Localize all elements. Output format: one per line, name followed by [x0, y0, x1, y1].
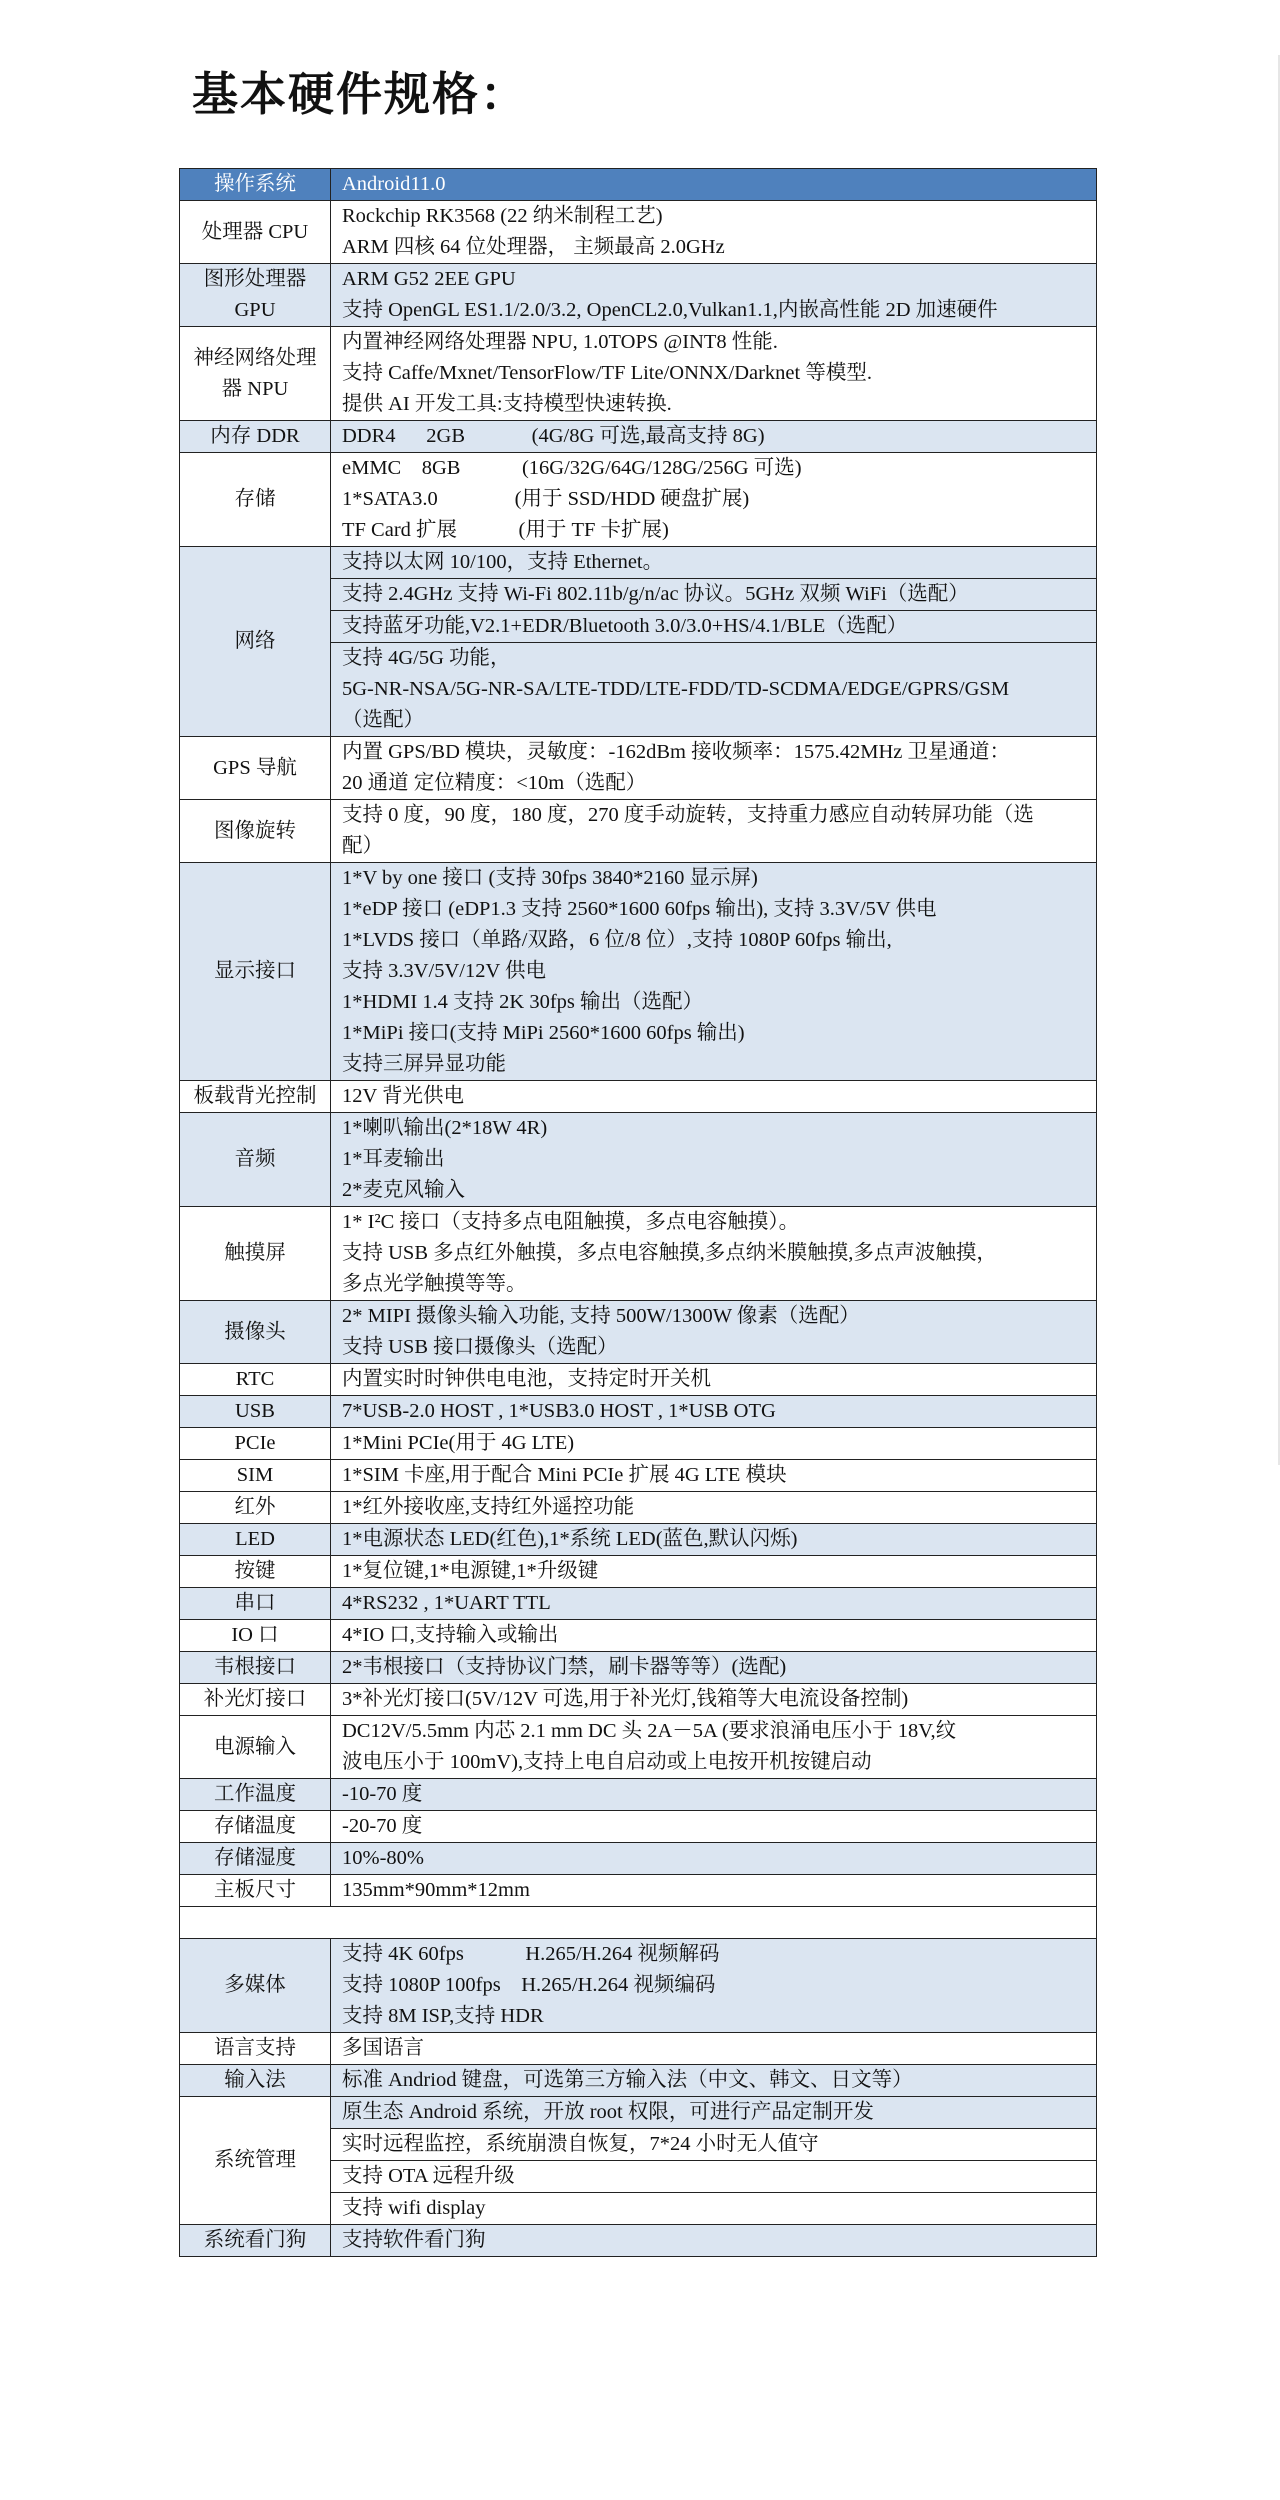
value-line: 实时远程监控，系统崩溃自恢复，7*24 小时无人值守 [342, 2133, 819, 2155]
table-row [180, 1684, 1097, 1716]
value-line: 1*复位键,1*电源键,1*升级键 [342, 1560, 599, 1582]
row-value [331, 643, 1097, 737]
row-label: 图像旋转 [180, 800, 331, 863]
row-value [331, 1588, 1097, 1620]
row-value [331, 327, 1097, 421]
row-value [331, 1779, 1097, 1811]
table-row [180, 547, 1097, 579]
table-row [180, 1588, 1097, 1620]
row-label: 多媒体 [180, 1939, 331, 2033]
row-label: 串口 [180, 1588, 331, 1620]
row-value [331, 1301, 1097, 1364]
row-value [331, 1811, 1097, 1843]
value-line: -10-70 度 [342, 1783, 423, 1805]
value-line: 支持 2.4GHz 支持 Wi-Fi 802.11b/g/n/ac 协议。5GHz 双频 WiFi（选配） [342, 583, 969, 605]
table-row [180, 1207, 1097, 1301]
row-label: 系统管理 [180, 2097, 331, 2225]
row-label: 韦根接口 [180, 1652, 331, 1684]
table-row [180, 1081, 1097, 1113]
value-line: 支持 4G/5G 功能， [342, 647, 511, 669]
table-row [180, 1460, 1097, 1492]
table-row [180, 737, 1097, 800]
row-value [331, 737, 1097, 800]
value-line: 2* MIPI 摄像头输入功能, 支持 500W/1300W 像素（选配） [342, 1305, 860, 1327]
value-line: （选配） [342, 709, 424, 731]
value-line: 支持 wifi display [342, 2197, 486, 2219]
value-line: DDR4 2GB (4G/8G 可选,最高支持 8G) [342, 425, 765, 447]
value-line: 支持 0 度，90 度，180 度，270 度手动旋转，支持重力感应自动转屏功能（选 [342, 804, 1034, 826]
row-value [331, 453, 1097, 547]
table-row [180, 800, 1097, 863]
row-label: GPS 导航 [180, 737, 331, 800]
value-line: 支持 3.3V/5V/12V 供电 [342, 960, 547, 982]
value-line: 支持 Caffe/Mxnet/TensorFlow/TF Lite/ONNX/Darknet 等模型. [342, 362, 872, 384]
value-line: DC12V/5.5mm 内芯 2.1 mm DC 头 2A－5A (要求浪涌电压小于 18V,纹 [342, 1720, 957, 1742]
row-value [331, 1652, 1097, 1684]
value-line: 支持 4K 60fps H.265/H.264 视频解码 [342, 1943, 720, 1965]
row-value [331, 611, 1097, 643]
row-value [331, 264, 1097, 327]
table-row [180, 1652, 1097, 1684]
row-value [331, 1364, 1097, 1396]
value-line: 1*MiPi 接口(支持 MiPi 2560*1600 60fps 输出) [342, 1022, 745, 1044]
table-row [180, 2225, 1097, 2257]
value-line: 12V 背光供电 [342, 1085, 465, 1107]
spacer-cell [180, 1907, 1097, 1939]
row-value [331, 1716, 1097, 1779]
row-label: 图形处理器 GPU [180, 264, 331, 327]
row-value [331, 1684, 1097, 1716]
row-label: SIM [180, 1460, 331, 1492]
value-line: 5G-NR-NSA/5G-NR-SA/LTE-TDD/LTE-FDD/TD-SCDMA/EDGE/GPRS/GSM [342, 678, 1010, 700]
value-line: 支持 8M ISP,支持 HDR [342, 2005, 544, 2027]
row-label: 触摸屏 [180, 1207, 331, 1301]
table-row [180, 1524, 1097, 1556]
value-line: 1*Mini PCIe(用于 4G LTE) [342, 1432, 575, 1454]
value-line: 波电压小于 100mV),支持上电自启动或上电按开机按键启动 [342, 1751, 872, 1773]
row-value [331, 421, 1097, 453]
value-line: 2*韦根接口（支持协议门禁，刷卡器等等）(选配) [342, 1656, 787, 1678]
table-row [180, 169, 1097, 201]
table-row [180, 1716, 1097, 1779]
value-line: 1*SATA3.0 (用于 SSD/HDD 硬盘扩展) [342, 488, 750, 510]
value-line: 2*麦克风输入 [342, 1179, 465, 1201]
table-row [180, 2065, 1097, 2097]
row-label: 音频 [180, 1113, 331, 1207]
row-value [331, 800, 1097, 863]
value-line: 支持三屏异显功能 [342, 1053, 506, 1075]
row-value [331, 863, 1097, 1081]
value-line: 配） [342, 835, 383, 857]
row-label: 网络 [180, 547, 331, 737]
row-label: LED [180, 1524, 331, 1556]
value-line: 支持 USB 多点红外触摸，多点电容触摸,多点纳米膜触摸,多点声波触摸， [342, 1242, 997, 1264]
value-line: 4*RS232 , 1*UART TTL [342, 1592, 551, 1614]
row-value [331, 1875, 1097, 1907]
row-label: 电源输入 [180, 1716, 331, 1779]
table-row [180, 863, 1097, 1081]
value-line: 原生态 Android 系统，开放 root 权限，可进行产品定制开发 [342, 2101, 874, 2123]
row-value [331, 1492, 1097, 1524]
value-line: 3*补光灯接口(5V/12V 可选,用于补光灯,钱箱等大电流设备控制) [342, 1688, 909, 1710]
row-label: 系统看门狗 [180, 2225, 331, 2257]
row-label: 存储温度 [180, 1811, 331, 1843]
row-value [331, 2097, 1097, 2129]
value-line: 标准 Andriod 键盘，可选第三方输入法（中文、韩文、日文等） [342, 2069, 913, 2091]
row-value [331, 579, 1097, 611]
row-value [331, 1428, 1097, 1460]
row-label: 操作系统 [180, 169, 331, 201]
row-label: 存储湿度 [180, 1843, 331, 1875]
table-row [180, 1364, 1097, 1396]
row-label: 内存 DDR [180, 421, 331, 453]
row-value [331, 2065, 1097, 2097]
table-row [180, 1620, 1097, 1652]
value-line: 1*HDMI 1.4 支持 2K 30fps 输出（选配） [342, 991, 704, 1013]
row-value [331, 1524, 1097, 1556]
row-label: 红外 [180, 1492, 331, 1524]
row-label: USB [180, 1396, 331, 1428]
row-label: 工作温度 [180, 1779, 331, 1811]
value-line: TF Card 扩展 (用于 TF 卡扩展) [342, 519, 669, 541]
table-spacer-row [180, 1907, 1097, 1939]
row-label: 存储 [180, 453, 331, 547]
value-line: 内置神经网络处理器 NPU, 1.0TOPS @INT8 性能. [342, 331, 778, 353]
row-label: PCIe [180, 1428, 331, 1460]
value-line: 支持 USB 接口摄像头（选配） [342, 1336, 618, 1358]
row-value [331, 1556, 1097, 1588]
value-line: 20 通道 定位精度：<10m（选配） [342, 772, 647, 794]
table-row [180, 2033, 1097, 2065]
row-value [331, 169, 1097, 201]
row-label: RTC [180, 1364, 331, 1396]
value-line: 支持以太网 10/100，支持 Ethernet。 [342, 551, 664, 573]
row-value [331, 2161, 1097, 2193]
row-value [331, 2129, 1097, 2161]
row-value [331, 2225, 1097, 2257]
value-line: 1*电源状态 LED(红色),1*系统 LED(蓝色,默认闪烁) [342, 1528, 798, 1550]
table-row [180, 1779, 1097, 1811]
value-line: 多点光学触摸等等。 [342, 1273, 527, 1295]
value-line: ARM 四核 64 位处理器， 主频最高 2.0GHz [342, 236, 725, 258]
value-line: 支持 OpenGL ES1.1/2.0/3.2, OpenCL2.0,Vulkan1.1,内嵌高性能 2D 加速硬件 [342, 299, 998, 321]
value-line: 4*IO 口,支持输入或输出 [342, 1624, 559, 1646]
value-line: 1*LVDS 接口（单路/双路，6 位/8 位）,支持 1080P 60fps 输出, [342, 929, 892, 951]
row-value [331, 2193, 1097, 2225]
table-row [180, 1875, 1097, 1907]
table-row [180, 453, 1097, 547]
row-value [331, 1460, 1097, 1492]
table-row [180, 1492, 1097, 1524]
value-line: 支持蓝牙功能,V2.1+EDR/Bluetooth 3.0/3.0+HS/4.1/BLE（选配） [342, 615, 908, 637]
table-row [180, 327, 1097, 421]
row-value [331, 1396, 1097, 1428]
row-label: 板载背光控制 [180, 1081, 331, 1113]
table-row [180, 1556, 1097, 1588]
table-row [180, 1396, 1097, 1428]
value-line: ARM G52 2EE GPU [342, 268, 516, 290]
value-line: 支持软件看门狗 [342, 2229, 486, 2251]
row-value [331, 2033, 1097, 2065]
value-line: 内置实时时钟供电电池，支持定时开关机 [342, 1368, 711, 1390]
table-row [180, 1843, 1097, 1875]
table-row [180, 1301, 1097, 1364]
row-label: 显示接口 [180, 863, 331, 1081]
value-line: 1*红外接收座,支持红外遥控功能 [342, 1496, 635, 1518]
row-value [331, 201, 1097, 264]
row-value [331, 1620, 1097, 1652]
row-label: 补光灯接口 [180, 1684, 331, 1716]
row-value [331, 1113, 1097, 1207]
value-line: 135mm*90mm*12mm [342, 1879, 530, 1901]
row-label: 神经网络处理器 NPU [180, 327, 331, 421]
row-label: 语言支持 [180, 2033, 331, 2065]
row-value [331, 1207, 1097, 1301]
table-row [180, 1811, 1097, 1843]
row-label: 处理器 CPU [180, 201, 331, 264]
row-value [331, 1939, 1097, 2033]
page-title: 基本硬件规格： [192, 67, 528, 121]
spec-table [179, 168, 1097, 2257]
row-label: 主板尺寸 [180, 1875, 331, 1907]
value-line: 提供 AI 开发工具:支持模型快速转换. [342, 393, 672, 415]
table-row [180, 421, 1097, 453]
value-line: 7*USB-2.0 HOST , 1*USB3.0 HOST , 1*USB OTG [342, 1400, 776, 1422]
value-line: 1*eDP 接口 (eDP1.3 支持 2560*1600 60fps 输出), 支持 3.3V/5V 供电 [342, 898, 937, 920]
row-value [331, 1843, 1097, 1875]
value-line: 支持 1080P 100fps H.265/H.264 视频编码 [342, 1974, 716, 1996]
value-line: 1* I²C 接口（支持多点电阻触摸，多点电容触摸）。 [342, 1211, 800, 1233]
row-value [331, 547, 1097, 579]
table-row [180, 1113, 1097, 1207]
row-value [331, 1081, 1097, 1113]
value-line: 10%-80% [342, 1847, 424, 1869]
value-line: Rockchip RK3568 (22 纳米制程工艺) [342, 205, 663, 227]
value-line: Android11.0 [342, 173, 446, 195]
table-row [180, 1428, 1097, 1460]
value-line: -20-70 度 [342, 1815, 423, 1837]
value-line: 1*SIM 卡座,用于配合 Mini PCIe 扩展 4G LTE 模块 [342, 1464, 787, 1486]
table-row [180, 1939, 1097, 2033]
value-line: eMMC 8GB (16G/32G/64G/128G/256G 可选) [342, 457, 802, 479]
value-line: 内置 GPS/BD 模块，灵敏度：-162dBm 接收频率：1575.42MHz 卫星通道： [342, 741, 1010, 763]
value-line: 1*V by one 接口 (支持 30fps 3840*2160 显示屏) [342, 867, 758, 889]
table-row [180, 201, 1097, 264]
value-line: 1*喇叭输出(2*18W 4R) [342, 1117, 548, 1139]
value-line: 1*耳麦输出 [342, 1148, 445, 1170]
row-label: 按键 [180, 1556, 331, 1588]
row-label: 摄像头 [180, 1301, 331, 1364]
row-label: IO 口 [180, 1620, 331, 1652]
table-row [180, 2097, 1097, 2129]
value-line: 支持 OTA 远程升级 [342, 2165, 515, 2187]
row-label: 输入法 [180, 2065, 331, 2097]
value-line: 多国语言 [342, 2037, 424, 2059]
table-row [180, 264, 1097, 327]
